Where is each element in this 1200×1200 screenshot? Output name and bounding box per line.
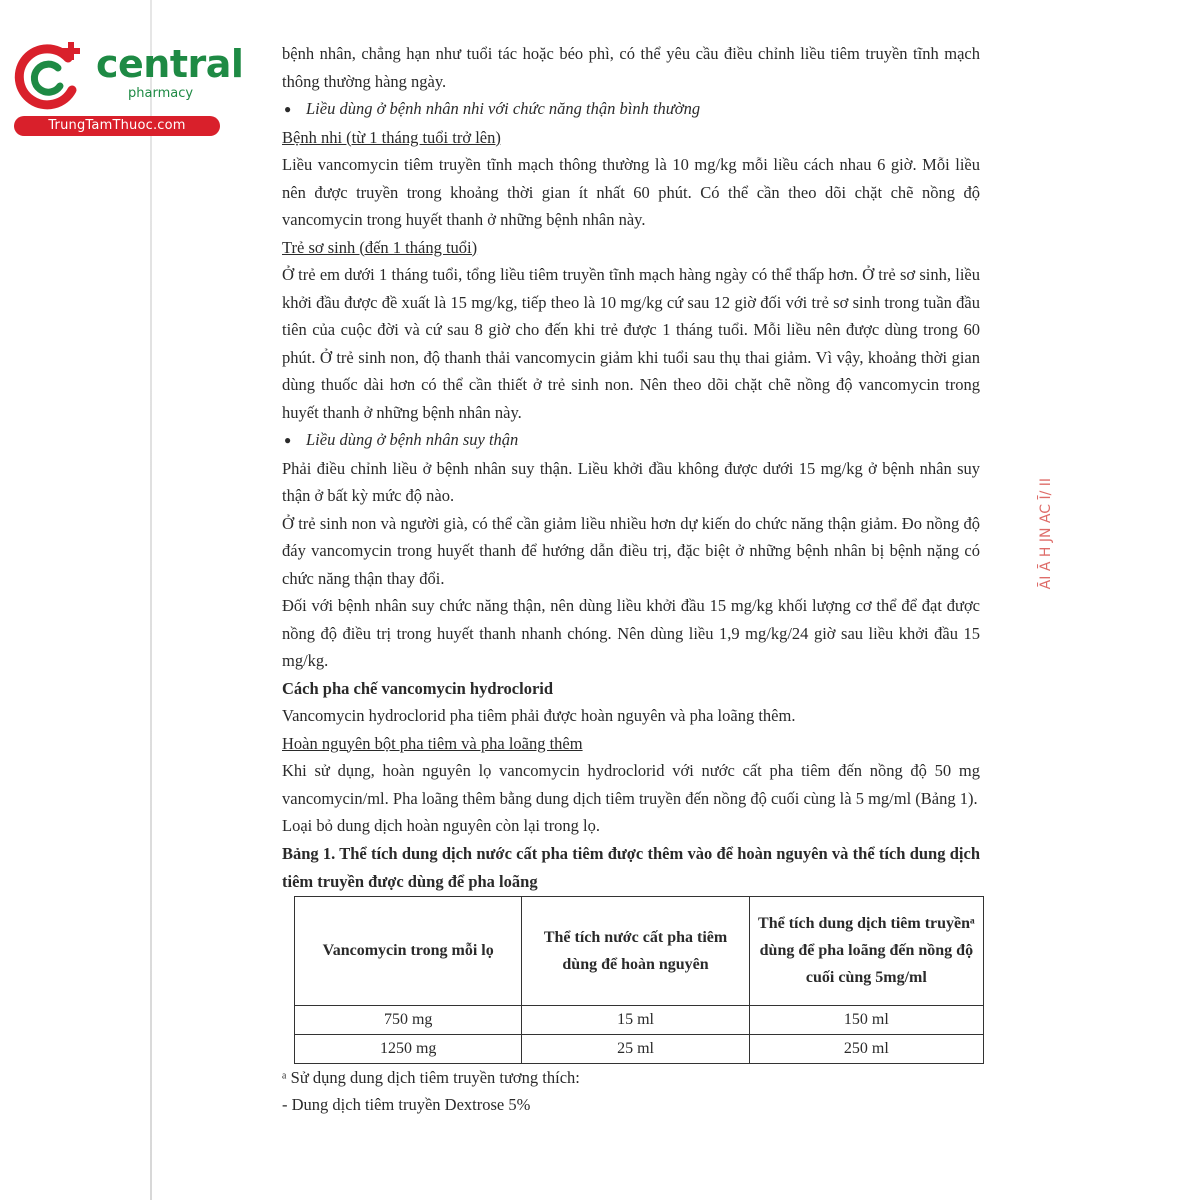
paragraph: Liều vancomycin tiêm truyền tĩnh mạch thông thường là 10 mg/kg mỗi liều cách nhau 6 giờ. Mỗi liều nên được truyền trong khoảng thời gian ít nhất 60 phút. Có thể cần theo dõi chặt chẽ nồng độ vancomycin trong huyết thanh ở những bệnh nhân này. [282,155,980,229]
central-logo-icon [10,36,90,116]
footnote: - Dung dịch tiêm truyền Dextrose 5% [282,1095,531,1114]
table-cell: 150 ml [749,1005,983,1034]
document-body [282,40,980,1119]
table-header-cell: Thể tích nước cất pha tiêm dùng để hoàn nguyên [522,896,749,1005]
paragraph: Khi sử dụng, hoàn nguyên lọ vancomycin hydroclorid với nước cất pha tiêm đến nồng độ 50 mg vancomycin/ml. Pha loãng thêm bằng dung dịch tiêm truyền đến nồng độ cuối cùng là 5 mg/ml (Bảng 1). [282,761,980,808]
paragraph: Loại bỏ dung dịch hoàn nguyên còn lại trong lọ. [282,816,601,835]
paragraph: Ở trẻ sinh non và người già, có thể cần giảm liều nhiều hơn dự kiến do chức năng thận giảm. Đo nồng độ đáy vancomycin trong huyết thanh để hướng dẫn điều trị, đặc biệt ở những bệnh nhân bị bệnh nặng có chức năng thận thay đổi. [282,513,980,588]
table-cell: 750 mg [295,1005,522,1034]
subheading: Trẻ sơ sinh (đến 1 tháng tuổi) [282,237,478,257]
table-header-cell: Vancomycin trong mỗi lọ [295,896,522,1005]
section-heading: Cách pha chế vancomycin hydroclorid [282,678,554,698]
table-row [295,1005,984,1034]
table-cell: 250 ml [749,1034,983,1063]
table-cell: 1250 mg [295,1034,522,1063]
scan-page-edge [150,0,152,1200]
paragraph: Đối với bệnh nhân suy chức năng thận, nên dùng liều khởi đầu 15 mg/kg khối lượng cơ thể để đạt được nồng độ điều trị trong huyết thanh nhanh chóng. Nên dùng liều 1,9 mg/kg/24 giờ sau liều khởi đầu 15 mg/kg. [282,596,980,670]
bullet-dot-icon: ● [284,102,292,116]
bullet-heading [282,426,980,455]
stamp-mark: ĀI Ā H JN AC Ī/ II [1038,478,1054,590]
table-cell: 15 ml [522,1005,749,1034]
logo-name: central [96,42,244,86]
bullet-text: Liều dùng ở bệnh nhân nhi với chức năng thận bình thường [306,99,701,118]
paragraph: bệnh nhân, chẳng hạn như tuổi tác hoặc béo phì, có thể yêu cầu điều chỉnh liều tiêm truyền tĩnh mạch thông thường hàng ngày. [282,44,980,91]
bullet-text: Liều dùng ở bệnh nhân suy thận [306,430,519,449]
subheading: Hoàn nguyên bột pha tiêm và pha loãng thêm [282,733,583,753]
logo-subtitle: pharmacy [128,86,194,101]
paragraph: Ở trẻ em dưới 1 tháng tuổi, tổng liều tiêm truyền tĩnh mạch hàng ngày có thể thấp hơn. Ở trẻ sơ sinh, liều khởi đầu được đề xuất là 15 mg/kg, tiếp theo là 10 mg/kg cứ sau 12 giờ đối với trẻ sơ sinh trong tuần đầu tiên của cuộc đời và cứ sau 8 giờ cho đến khi trẻ được 1 tháng tuổi. Mỗi liều nên được dùng trong 60 phút. Ở trẻ sinh non, độ thanh thải vancomycin giảm khi tuổi sau thụ thai giảm. Vì vậy, khoảng thời gian dùng thuốc dài hơn có thể cần thiết ở trẻ sinh non. Nên theo dõi chặt chẽ nồng độ vancomycin trong huyết thanh ở những bệnh nhân này. [282,265,980,422]
bullet-dot-icon: ● [284,433,292,447]
table-row [295,1034,984,1063]
paragraph: Vancomycin hydroclorid pha tiêm phải được hoàn nguyên và pha loãng thêm. [282,706,796,725]
logo-banner: TrungTamThuoc.com [14,116,220,136]
table-header-cell: Thể tích dung dịch tiêm truyềnᵃ dùng để pha loãng đến nồng độ cuối cùng 5mg/ml [749,896,983,1005]
table-header-row [295,896,984,1005]
paragraph: Phải điều chỉnh liều ở bệnh nhân suy thận. Liều khởi đầu không được dưới 15 mg/kg ở bệnh nhân suy thận ở bất kỳ mức độ nào. [282,458,980,505]
brand-logo[interactable] [10,36,244,136]
subheading: Bệnh nhi (từ 1 tháng tuổi trở lên) [282,127,501,147]
bullet-heading [282,95,980,124]
dilution-table [294,896,984,1064]
footnote: ᵃ Sử dụng dung dịch tiêm truyền tương thích: [282,1067,580,1087]
table-caption: Bảng 1. Thể tích dung dịch nước cất pha tiêm được thêm vào để hoàn nguyên và thể tích dung dịch tiêm truyền được dùng để pha loãng [282,843,980,891]
table-cell: 25 ml [522,1034,749,1063]
